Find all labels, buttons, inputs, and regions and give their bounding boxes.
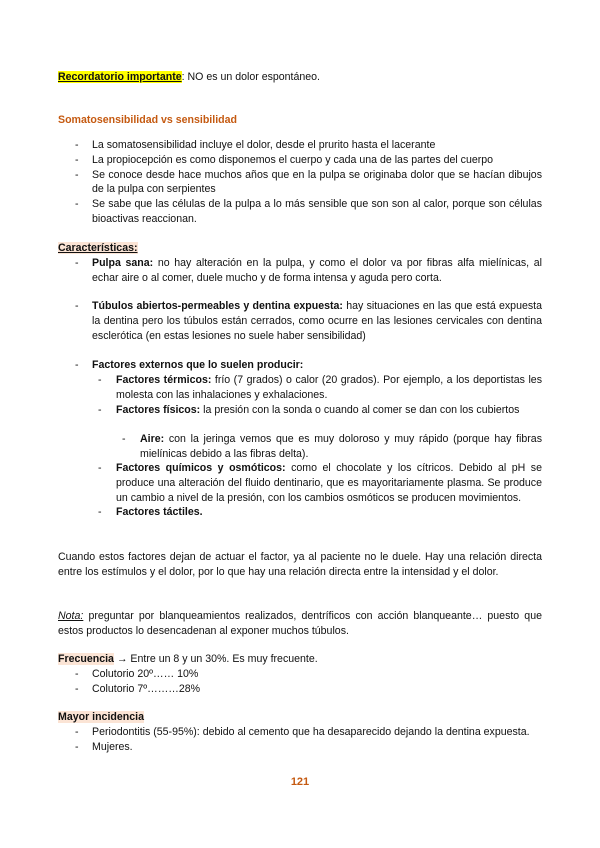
- list-item-aire: [58, 432, 542, 462]
- list-item-tubulos: [58, 299, 542, 343]
- termicos-label: Factores térmicos:: [116, 374, 212, 386]
- list-item: - La somatosensibilidad incluye el dolor, desde el prurito hasta el lacerante: [58, 138, 542, 153]
- list-item: - La propiocepción es como disponemos el cuerpo y cada una de las partes del cuerpo: [58, 153, 542, 168]
- reminder-text: : NO es un dolor espontáneo.: [181, 71, 321, 83]
- fisicos-label: Factores físicos:: [116, 403, 201, 416]
- aire-list: [58, 432, 542, 462]
- factores-title: Factores externos que lo suelen producir:: [92, 359, 304, 371]
- tactiles-label: Factores táctiles.: [116, 506, 203, 519]
- mayor-title: [58, 710, 542, 725]
- somato-list: [58, 138, 542, 227]
- nota-label: Nota:: [58, 610, 84, 622]
- mayor-list: [58, 725, 542, 755]
- list-item: - Mujeres.: [58, 740, 542, 755]
- factores-sublist: [58, 373, 542, 417]
- tubulos-text: hay situaciones en las que está expuesta la dentina pero los túbulos están cerrados, como ocurre en las lesiones cervicales con dentina esclerótica (en estas lesiones no suele haber sensibilidad): [92, 300, 542, 342]
- list-item: - Se conoce desde hace muchos años que en la pulpa se originaba dolor que se hacían dibujos de la pulpa con serpientes: [58, 168, 542, 198]
- nota-paragraph: [58, 609, 542, 639]
- pulpa-list: [58, 256, 542, 286]
- frecuencia-line: [58, 652, 542, 667]
- quimicos-label: Factores químicos y osmóticos:: [116, 462, 286, 474]
- pulpa-text: no hay alteración en la pulpa, y como el dolor va por fibras alfa mielínicas, al echar aire o al comer, duele mucho y de forma intensa y aguda pero corta.: [92, 257, 542, 284]
- tubulos-label: Túbulos abiertos-permeables y dentina expuesta:: [92, 300, 343, 312]
- list-item-fisicos: [58, 403, 542, 418]
- fisicos-text: la presión con la sonda o cuando al comer se dan con los cubiertos: [200, 403, 520, 416]
- frecuencia-list: [58, 667, 542, 697]
- nota-text: preguntar por blanqueamientos realizados, dentríficos con acción blanqueante… puesto que estos productos lo desencadenan al exponer muchos túbulos.: [58, 610, 542, 637]
- termicos-text: frío (7 grados) o calor (20 grados). Por ejemplo, a los deportistas les molesta con las inhalaciones y exhalaciones.: [116, 374, 542, 401]
- list-item: - Colutorio 20º…… 10%: [58, 667, 542, 682]
- tubulos-list: [58, 299, 542, 343]
- factores-list: [58, 358, 542, 373]
- list-item: - Periodontitis (55-95%): debido al cemento que ha desaparecido dejando la dentina expuesta.: [58, 725, 542, 740]
- page-number: 121: [290, 776, 310, 788]
- list-item-pulpa: [58, 256, 542, 286]
- quimicos-text: como el chocolate y los cítricos. Debido al pH se produce una alteración del fluido dentinario, que es mayoritariamente plasma. Se produce un cambio a nivel de la presión, con los cambios osmóticos se producen movimientos.: [116, 462, 542, 504]
- pulpa-label: Pulpa sana:: [92, 257, 154, 269]
- list-item-quimicos: [58, 461, 542, 505]
- reminder-label: Recordatorio importante: [58, 71, 182, 83]
- list-item-termicos: [58, 373, 542, 403]
- caracteristicas-label: Características:: [58, 242, 138, 254]
- list-item-factores: [58, 358, 542, 373]
- reminder-line: [58, 70, 542, 85]
- frecuencia-label: Frecuencia: [58, 653, 114, 665]
- factores-sublist-2: [58, 461, 542, 520]
- list-item: - Colutorio 7º………28%: [58, 682, 542, 697]
- aire-text: con la jeringa vemos que es muy doloroso y muy rápido (porque hay fibras mielínicas debido a las fibras delta).: [140, 433, 542, 460]
- mayor-label: Mayor incidencia: [58, 711, 144, 723]
- list-item-tactiles: [58, 505, 542, 520]
- aire-label: Aire:: [140, 433, 165, 445]
- somato-title: Somatosensibilidad vs sensibilidad: [58, 114, 237, 126]
- paragraph-factores: Cuando estos factores dejan de actuar el factor, ya al paciente no le duele. Hay una relación directa entre los estímulos y el dolor, por lo que hay una relación directa entre la intensidad y el dolor.: [58, 551, 542, 578]
- list-item: - Se sabe que las células de la pulpa a lo más sensible que son son al calor, porque son células bioactivas reaccionan.: [58, 197, 542, 227]
- caracteristicas-title: [58, 241, 542, 256]
- frecuencia-text: → Entre un 8 y un 30%. Es muy frecuente.: [113, 653, 318, 665]
